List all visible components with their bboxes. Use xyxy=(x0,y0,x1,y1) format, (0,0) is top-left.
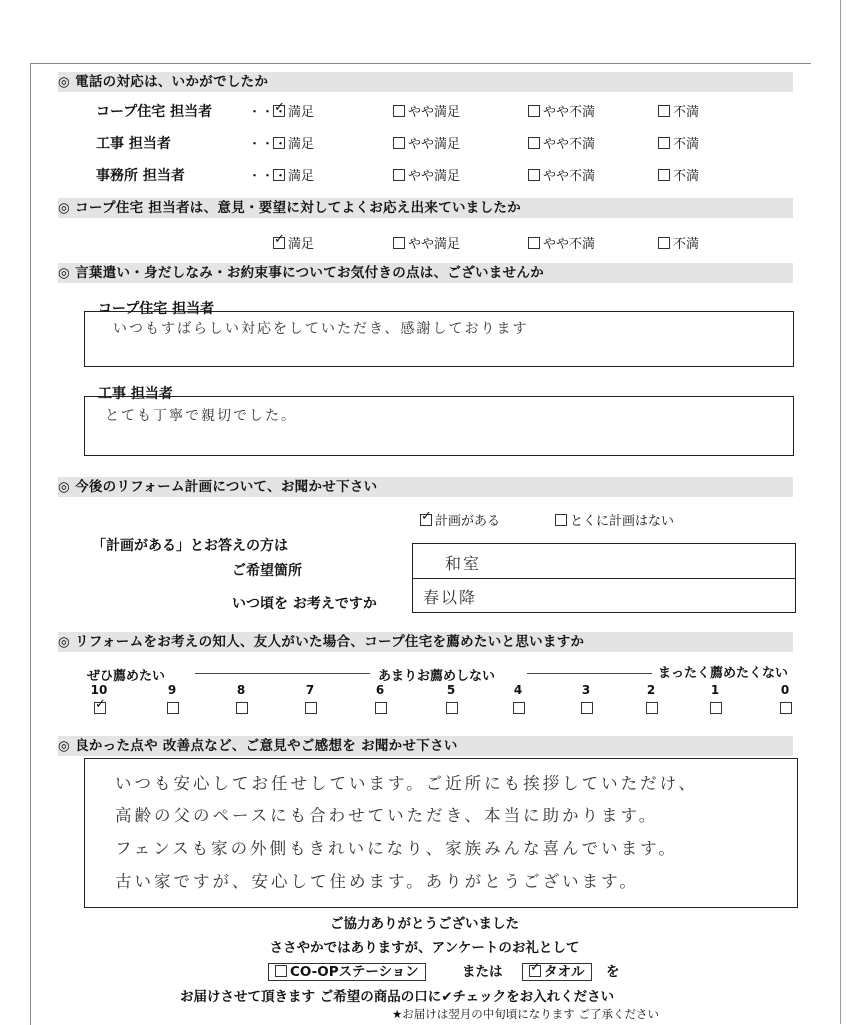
checkbox-icon xyxy=(393,137,405,149)
q2-title: ◎ コープ住宅 担当者は、意見・要望に対してよくお応え出来ていましたか xyxy=(58,198,793,218)
q4-option-has-plan[interactable]: ✓計画がある xyxy=(420,510,500,529)
q5-scale-4: 4 xyxy=(513,683,523,697)
q5-scale-6: 6 xyxy=(375,683,385,697)
q5-scale-2: 2 xyxy=(646,683,656,697)
q2-somewhat-satisfied[interactable]: やや満足 xyxy=(393,233,460,252)
q3-kouji-answer: とても丁寧で親切でした。 xyxy=(105,408,297,424)
q5-scale-line-left xyxy=(195,673,370,674)
q1-coop-somewhat-dissatisfied[interactable]: やや不満 xyxy=(528,101,595,120)
q1-row-kouji-lead: ・・・ xyxy=(248,137,288,152)
q1-kouji-somewhat-dissatisfied[interactable]: やや不満 xyxy=(528,133,595,152)
q6-answer-line-2: 高齢の父のペースにも合わせていただき、本当に助かります。 xyxy=(115,806,659,825)
q5-title: ◎ リフォームをお考えの知人、友人がいた場合、コープ住宅を薦めたいと思いますか xyxy=(58,632,793,652)
checkbox-icon xyxy=(393,169,405,181)
checkbox-icon xyxy=(528,237,540,249)
footer-wo: を xyxy=(606,964,620,980)
checkbox-icon xyxy=(658,105,670,117)
q4-place-label: ご希望箇所 xyxy=(232,563,302,579)
q1-title: ◎ 電話の対応は、いかがでしたか xyxy=(58,72,793,92)
q5-checkbox-3[interactable] xyxy=(581,702,593,714)
q6-answer-line-4: 古い家ですが、安心して住めます。ありがとうございます。 xyxy=(115,872,639,891)
q1-row-coop-lead: ・・・ xyxy=(248,105,288,120)
q6-answer-line-1: いつも安心してお任せしています。ご近所にも挨拶していただけ、 xyxy=(115,774,699,793)
q5-scale-1: 1 xyxy=(710,683,720,697)
q2-somewhat-dissatisfied[interactable]: やや不満 xyxy=(528,233,595,252)
q1-office-somewhat-dissatisfied[interactable]: やや不満 xyxy=(528,165,595,184)
q3-coop-label: コープ住宅 担当者 xyxy=(98,301,215,317)
q5-checkbox-9[interactable] xyxy=(167,702,179,714)
q5-scale-0: 0 xyxy=(780,683,790,697)
checkbox-icon xyxy=(528,169,540,181)
q4-option-no-plan[interactable]: とくに計画はない xyxy=(555,510,674,529)
q6-title: ◎ 良かった点や 改善点など、ご意見やご感想を お聞かせ下さい xyxy=(58,736,793,756)
checkbox-icon xyxy=(658,137,670,149)
q5-scale-3: 3 xyxy=(581,683,591,697)
checkbox-icon xyxy=(393,237,405,249)
q5-checkbox-8[interactable] xyxy=(236,702,248,714)
q5-scale-line-right xyxy=(527,673,652,674)
q5-checkbox-7[interactable] xyxy=(305,702,317,714)
checkbox-checked-icon xyxy=(420,514,432,526)
footer-thanks: ご協力ありがとうございました xyxy=(330,916,519,932)
q5-checkbox-6[interactable] xyxy=(375,702,387,714)
q4-place-answer-box[interactable] xyxy=(412,543,796,579)
q1-office-somewhat-satisfied[interactable]: やや満足 xyxy=(393,165,460,184)
q5-scale-5: 5 xyxy=(446,683,456,697)
q5-checkbox-4[interactable] xyxy=(513,702,525,714)
q6-answer-box[interactable] xyxy=(84,758,798,908)
q4-sub-intro: 「計画がある」とお答えの方は xyxy=(92,538,288,554)
checkbox-icon xyxy=(273,169,285,181)
q5-mid-label: あまりお薦めしない xyxy=(378,669,496,684)
q1-office-dissatisfied[interactable]: 不満 xyxy=(658,165,699,184)
q3-title: ◎ 言葉遣い・身だしなみ・お約束事についてお気付きの点は、ございませんか xyxy=(58,263,793,283)
footer-or: または xyxy=(462,964,503,980)
checkbox-icon xyxy=(273,137,285,149)
q2-satisfied[interactable]: ✓満足 xyxy=(273,233,314,252)
q1-kouji-dissatisfied[interactable]: 不満 xyxy=(658,133,699,152)
checkbox-icon xyxy=(658,169,670,181)
q4-title: ◎ 今後のリフォーム計画について、お聞かせ下さい xyxy=(58,477,793,497)
q4-time-label: いつ頃を お考えですか xyxy=(232,596,377,612)
q1-office-satisfied[interactable]: 満足 xyxy=(273,165,314,184)
q1-coop-somewhat-satisfied[interactable]: やや満足 xyxy=(393,101,460,120)
q5-checkbox-2[interactable] xyxy=(646,702,658,714)
q1-row-coop-label: コープ住宅 担当者 xyxy=(96,104,213,120)
q4-place-answer: 和室 xyxy=(445,554,482,573)
q5-scale-7: 7 xyxy=(305,683,315,697)
page-edge xyxy=(840,0,841,1024)
q1-coop-dissatisfied[interactable]: 不満 xyxy=(658,101,699,120)
q1-kouji-satisfied[interactable]: 満足 xyxy=(273,133,314,152)
checkbox-icon xyxy=(528,105,540,117)
footer-gift-line: ささやかではありますが、アンケートのお礼として xyxy=(269,940,580,956)
checkbox-icon xyxy=(275,965,287,977)
checkbox-checked-icon xyxy=(273,237,285,249)
checkbox-checked-icon xyxy=(529,965,541,977)
q3-coop-answer-box[interactable] xyxy=(84,311,794,367)
q4-time-answer-box[interactable] xyxy=(412,578,796,613)
checkbox-icon xyxy=(393,105,405,117)
q5-right-label: まったく薦めたくない xyxy=(658,666,789,681)
footer-gift-towel[interactable]: ✓ タオル xyxy=(522,960,592,980)
q5-left-label: ぜひ薦めたい xyxy=(87,669,166,684)
q1-kouji-somewhat-satisfied[interactable]: やや満足 xyxy=(393,133,460,152)
q1-coop-satisfied[interactable]: ✓ 満足 xyxy=(273,101,314,120)
q5-checkbox-10[interactable] xyxy=(94,702,106,714)
q5-scale-8: 8 xyxy=(236,683,246,697)
q5-scale-9: 9 xyxy=(167,683,177,697)
footer-gift-coop-station[interactable]: CO-OPステーション xyxy=(268,960,426,980)
q6-answer-line-3: フェンスも家の外側もきれいになり、家族みんな喜んでいます。 xyxy=(115,839,678,858)
q1-row-office-label: 事務所 担当者 xyxy=(96,168,185,184)
q5-scale-10: 10 xyxy=(90,683,108,697)
checkbox-icon xyxy=(658,237,670,249)
q5-checkbox-5[interactable] xyxy=(446,702,458,714)
q4-time-answer: 春以降 xyxy=(423,588,478,607)
q2-dissatisfied[interactable]: 不満 xyxy=(658,233,699,252)
q3-kouji-answer-box[interactable] xyxy=(84,396,794,456)
q1-row-kouji-label: 工事 担当者 xyxy=(96,136,171,152)
q5-checkbox-1[interactable] xyxy=(710,702,722,714)
q1-row-office-lead: ・・・ xyxy=(248,169,288,184)
checkbox-icon xyxy=(555,514,567,526)
checkbox-checked-icon xyxy=(273,105,285,117)
footer-note: ★お届けは翌月の中旬頃になります ご了承ください xyxy=(392,1007,659,1021)
q3-kouji-label: 工事 担当者 xyxy=(98,386,173,402)
q3-coop-answer: いつもすばらしい対応をしていただき、感謝しております xyxy=(113,321,529,337)
q5-checkbox-0[interactable] xyxy=(780,702,792,714)
footer-instruction: お届けさせて頂きます ご希望の商品の口に✔チェックをお入れください xyxy=(180,989,615,1005)
checkbox-icon xyxy=(528,137,540,149)
